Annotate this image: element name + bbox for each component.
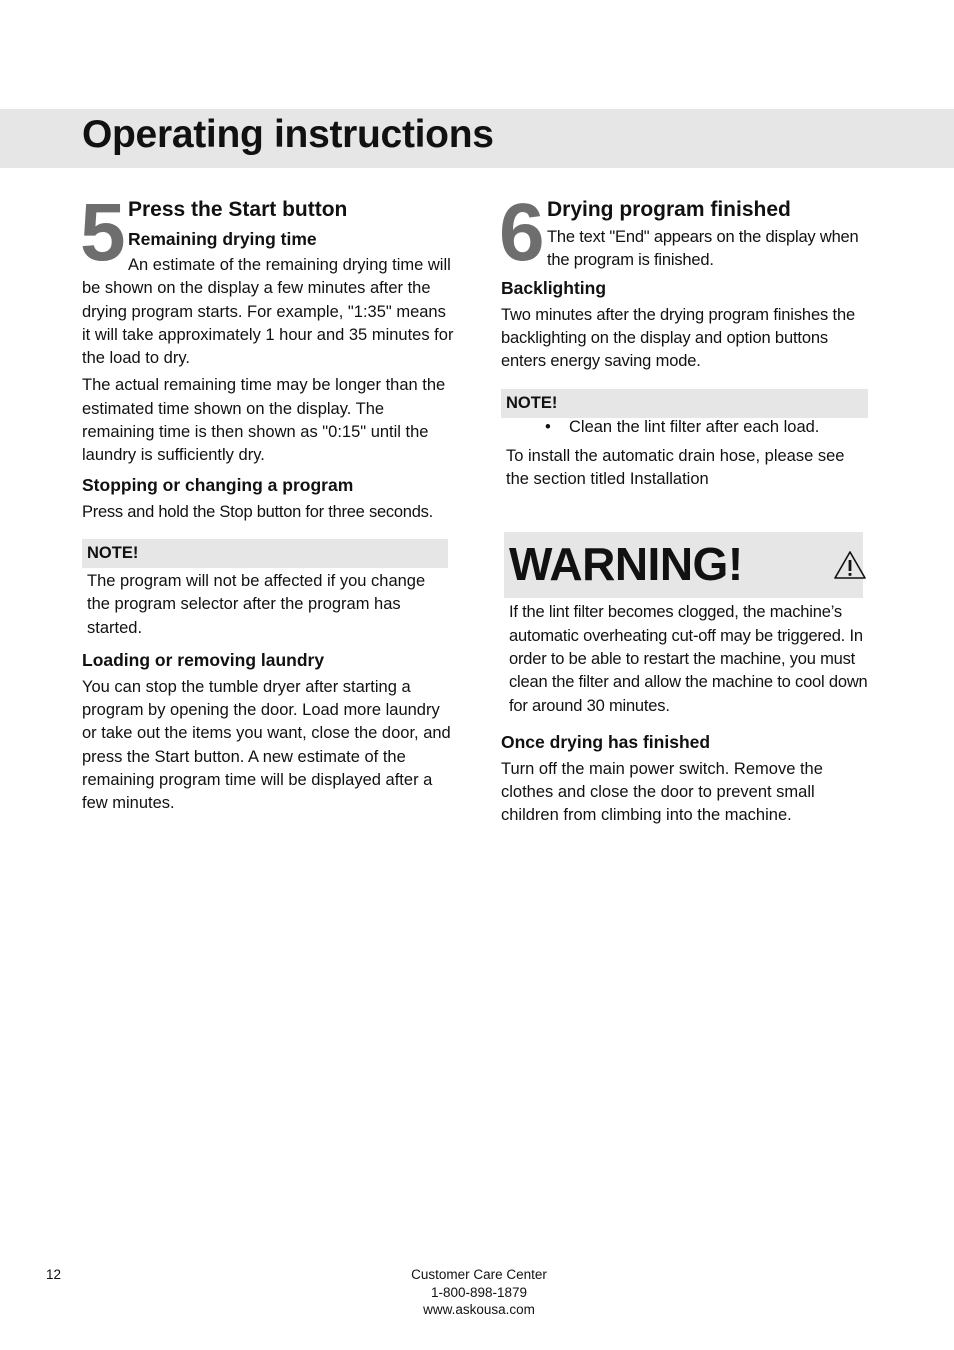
page-title: Operating instructions: [82, 113, 494, 156]
bullet-icon: •: [545, 418, 551, 437]
right-column: [499, 187, 875, 828]
note-label: NOTE!: [82, 539, 448, 568]
backlighting-text: Two minutes after the drying program finishes the backlighting on the display and option buttons enters energy saving mode.: [501, 305, 855, 371]
footer: [0, 1265, 954, 1325]
note-text: The program will not be affected if you change the program selector after the program has started.: [87, 571, 426, 637]
step-text: The text "End" appears on the display when the program is finished.: [547, 228, 859, 270]
warning-title: WARNING!: [509, 538, 743, 591]
warning-text: If the lint filter becomes clogged, the machine’s automatic overheating cut-off may be triggered. In order to be able to restart the machine, you must clean the filter and allow the machine to cool down for around 30 minutes.: [509, 603, 868, 715]
step-6: [499, 187, 875, 278]
remaining-time-text: An estimate of the remaining drying time will be shown on the display a few minutes after the drying program starts. For example, "1:35" means it will take approximately 1 hour and 35 minutes for the load to dry.: [82, 256, 454, 368]
warning-triangle-icon: [833, 550, 867, 580]
left-column: [80, 187, 458, 816]
note-text: To install the automatic drain hose, please see the section titled Installation: [506, 446, 845, 489]
remaining-time-text-2: The actual remaining time may be longer than the estimated time shown on the display. The remaining time is then shown as "0:15" until the laundry is sufficiently dry.: [82, 376, 446, 465]
page-number: 12: [46, 1267, 62, 1282]
loading-heading: Loading or removing laundry: [82, 649, 325, 670]
step-number: 6: [499, 187, 542, 278]
note-bullet: [501, 416, 868, 439]
remaining-time-heading: Remaining drying time: [128, 229, 317, 249]
customer-care-url: www.askousa.com: [423, 1302, 535, 1317]
step-title: Drying program finished: [547, 198, 791, 221]
loading-text: You can stop the tumble dryer after starting a program by opening the door. Load more laundry or take out the items you want, close the door, and press the Start button. A new estimate of the remaining program time will be displayed after a few minutes.: [82, 677, 451, 813]
step-title: Press the Start button: [128, 198, 348, 221]
finished-text: Turn off the main power switch. Remove the clothes and close the door to prevent small children from climbing into the machine.: [501, 759, 823, 825]
step-5: [80, 187, 458, 278]
customer-care-phone: 1-800-898-1879: [430, 1284, 528, 1300]
stopping-text: Press and hold the Stop button for three seconds.: [82, 502, 433, 521]
backlighting-heading: Backlighting: [501, 277, 607, 298]
note-label: NOTE!: [501, 389, 868, 418]
note-bullet-text: Clean the lint filter after each load.: [569, 418, 820, 437]
customer-care-label: Customer Care Center: [411, 1267, 547, 1282]
customer-care: [379, 1266, 579, 1319]
note-box: [82, 539, 448, 640]
warning-box: [504, 532, 863, 598]
finished-heading: Once drying has finished: [501, 731, 711, 752]
step-number: 5: [80, 187, 123, 278]
stopping-heading: Stopping or changing a program: [82, 474, 354, 495]
note-box: [501, 389, 868, 491]
